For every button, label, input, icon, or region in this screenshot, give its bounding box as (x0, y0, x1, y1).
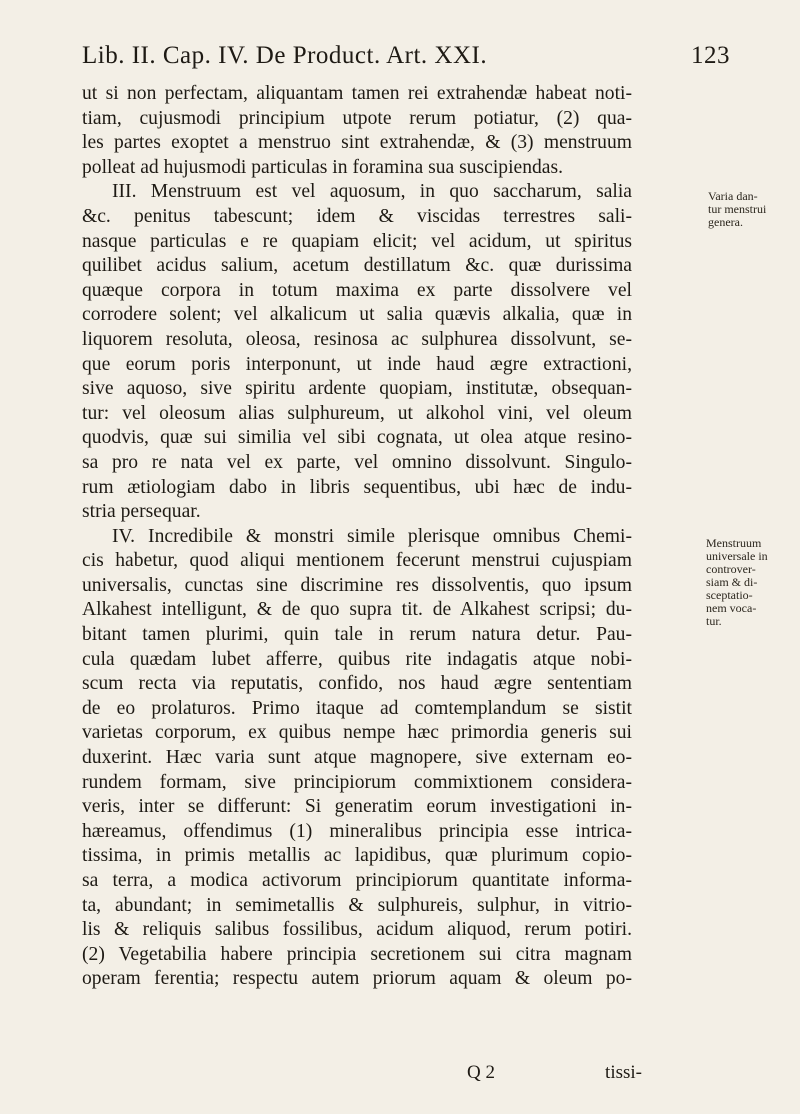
paragraph-start-line: III. Menstruum est vel aquosum, in quo saccharum, salia (112, 181, 632, 203)
text-line: tissima, in primis metallis ac lapidibus, quæ plurimum copio- (82, 845, 632, 867)
text-line: (2) Vegetabilia habere principia secretionem sui citra magnam (82, 943, 632, 965)
running-head: Lib. II. Cap. IV. De Product. Art. XXI. (82, 42, 488, 69)
text-line: corrodere solent; vel alkalicum ut salia quævis alkalia, quæ in (82, 304, 632, 326)
text-line: liquorem resoluta, oleosa, resinosa ac sulphurea dissolvunt, se- (82, 328, 632, 350)
text-line: rum ætiologiam dabo in libris sequentibus, ubi hæc de indu- (82, 476, 632, 498)
text-line: nasque particulas e re quapiam elicit; vel acidum, ut spiritus (82, 230, 632, 252)
margin-note-line: genera. (708, 215, 743, 229)
page-number: 123 (691, 42, 730, 69)
text-line: bitant tamen plurimi, quin tale in rerum natura detur. Pau- (82, 624, 632, 646)
text-line: stria persequar. (82, 501, 201, 523)
margin-note-line: sceptatio- (706, 588, 753, 602)
margin-note-line: siam & di- (706, 575, 758, 589)
text-line: veris, inter se differunt: Si generatim eorum investigationi in- (82, 796, 632, 818)
text-line: cis habetur, quod aliqui mentionem fecerunt menstrui cujuspiam (82, 550, 632, 572)
margin-note-line: Varia dan- (708, 189, 758, 203)
main-text (82, 82, 632, 992)
margin-note-menstrua (708, 190, 766, 229)
text-line: varietas corporum, ex quibus nempe hæc primordia generis sui (82, 722, 632, 744)
margin-note-line: controver- (706, 562, 756, 576)
running-header (82, 42, 730, 82)
signature-mark: Q 2 (467, 1062, 495, 1083)
text-line: de eo prolaturos. Primo itaque ad comtemplandum se sistit (82, 697, 632, 719)
text-line: duxerint. Hæc varia sunt atque magnopere, sive externam eo- (82, 747, 632, 769)
text-line: sa terra, a modica activorum principiorum quantitate informa- (82, 870, 632, 891)
text-line: cula quædam lubet afferre, quibus rite indagatis atque nobi- (82, 648, 632, 670)
text-line: les partes exoptet a menstruo sint extrahendæ, & (3) menstruum (82, 132, 632, 154)
text-line: ut si non perfectam, aliquantam tamen rei extrahendæ habeat noti- (82, 83, 632, 104)
text-line: ta, abundant; in semimetallis & sulphureis, sulphur, in vitrio- (82, 894, 632, 916)
text-line: rundem formam, sive principiorum commixtionem considera- (82, 771, 632, 793)
text-line: quæque corpora in totum maxima ex parte dissolvere vel (82, 279, 632, 301)
margin-note-universale (706, 537, 768, 628)
text-line: tur: vel oleosum alias sulphureum, ut alkohol vini, vel oleum (82, 402, 632, 424)
margin-note-line: Menstruum (706, 536, 762, 550)
text-line: quodvis, quæ sui similia vel sibi cognata, ut olea atque resino- (82, 427, 632, 449)
paragraph-start-line: IV. Incredibile & monstri simile plerisque omnibus Chemi- (112, 525, 632, 547)
text-line: sive aquoso, sive spiritu ardente quopiam, institutæ, obsequan- (82, 378, 632, 400)
text-line: lis & reliquis salibus fossilibus, acidum aliquod, rerum potiri. (82, 919, 632, 941)
margin-note-line: tur menstrui (708, 202, 767, 216)
text-line: tiam, cujusmodi principium utpote rerum potiatur, (2) qua- (82, 107, 632, 129)
text-line: universalis, cunctas sine discrimine res dissolventis, quo ipsum (82, 574, 632, 596)
catchword: tissi- (605, 1062, 642, 1083)
margin-note-line: nem voca- (706, 601, 757, 615)
text-line: quilibet acidus salium, acetum destillatum &c. quæ durissima (82, 255, 632, 277)
text-line: &c. penitus tabescunt; idem & viscidas terrestres sali- (82, 205, 632, 227)
text-line: hæreamus, offendimus (1) mineralibus principia esse intrica- (82, 820, 632, 842)
text-line: polleat ad hujusmodi particulas in foramina sua suscipiendas. (82, 156, 564, 178)
text-line: sa pro re nata vel ex parte, vel omnino dissolvunt. Singulo- (82, 451, 632, 473)
text-line: que eorum poris interponunt, ut inde haud ægre extractioni, (82, 353, 632, 375)
margin-note-line: tur. (706, 614, 722, 628)
margin-note-line: universale in (706, 549, 768, 563)
text-line: operam ferentia; respectu autem priorum aquam & oleum po- (82, 968, 632, 990)
text-line: Alkahest intelligunt, & de quo supra tit. de Alkahest scripsi; du- (82, 599, 632, 621)
page-footer (82, 1062, 642, 1088)
text-line: scum recta via reputatis, confido, nos haud ægre sententiam (82, 673, 632, 695)
